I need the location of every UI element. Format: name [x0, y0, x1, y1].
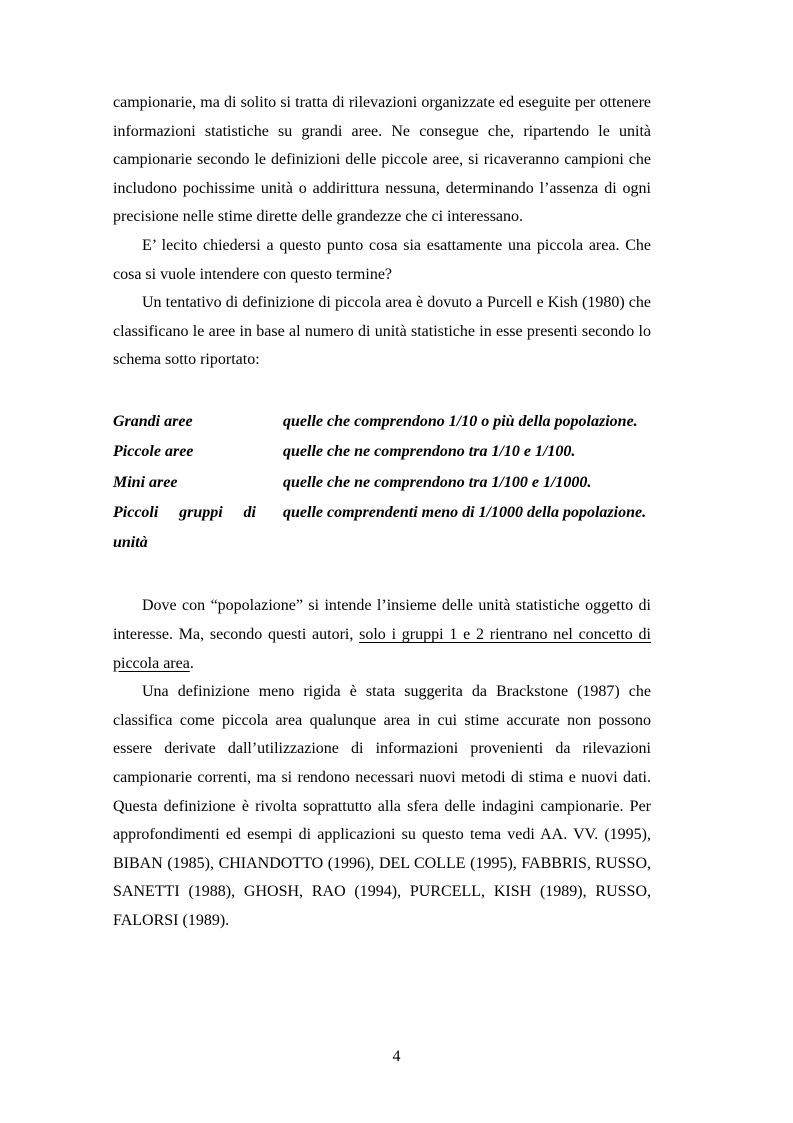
- definition-description: quelle comprendenti meno di 1/1000 della popolazione.: [283, 503, 647, 521]
- definition-term: Mini aree: [113, 473, 178, 491]
- definition-term: Grandi aree: [113, 412, 193, 430]
- paragraph-3: Un tentativo di definizione di piccola area è dovuto a Purcell e Kish (1980) che classificano le aree in base al numero di unità statistiche in esse presenti secondo lo schema sotto riportato:: [113, 294, 651, 369]
- definition-row-piccoli-gruppi: [113, 498, 651, 559]
- paragraph-5: Una definizione meno rigida è stata suggerita da Brackstone (1987) che classifica come piccola area qualunque area in cui stime accurate non possono essere derivate dall’utilizzazione di informazioni provenienti da rilevazioni campionarie correnti, ma si rendono necessari nuovi metodi di stima e nuovi dati. Questa definizione è rivolta soprattutto alla sfera delle indagini campionarie. Per approfondimenti ed esempi di applicazioni su questo tema vedi AA. VV. (1995), BIBAN (1985), CHIANDOTTO (1996), DEL COLLE (1995), FABBRIS, RUSSO, SANETTI (1988), GHOSH, RAO (1994), PURCELL, KISH (1989), RUSSO, FALORSI (1989).: [113, 683, 651, 929]
- definition-description: quelle che ne comprendono tra 1/100 e 1/1000.: [283, 473, 592, 491]
- paragraph-4: [113, 592, 651, 678]
- definition-list: [113, 407, 651, 558]
- definition-row-piccole-aree: [113, 437, 651, 467]
- paragraph-4-start: Dove con “popolazione” si intende l’insieme delle unità statistiche oggetto di interesse. Ma, secondo questi autori,: [113, 597, 651, 644]
- definition-row-grandi-aree: [113, 407, 651, 437]
- definition-description: quelle che comprendono 1/10 o più della popolazione.: [283, 412, 638, 430]
- paragraph-1: campionarie, ma di solito si tratta di rilevazioni organizzate ed eseguite per ottenere informazioni statistiche su grandi aree. Ne consegue che, ripartendo le unità campionarie secondo le definizioni delle piccole aree, si ricaveranno campioni che includono pochissime unità o addirittura nessuna, determinando l’assenza di ogni precisione nelle stime dirette delle grandezze che ci interessano.: [113, 94, 651, 226]
- paragraph-2: E’ lecito chiedersi a questo punto cosa sia esattamente una piccola area. Che cosa si vuole intendere con questo termine?: [113, 236, 651, 283]
- paragraph-4-end: .: [189, 654, 194, 672]
- page-body: [113, 89, 651, 936]
- page-number: 4: [392, 1048, 401, 1065]
- definition-row-mini-aree: [113, 468, 651, 498]
- definition-description: quelle che ne comprendono tra 1/10 e 1/100.: [283, 443, 576, 461]
- definition-term: Piccoli gruppi di unità: [113, 503, 256, 552]
- definition-term: Piccole aree: [113, 443, 194, 461]
- underlined-text: solo i gruppi 1 e 2 rientrano nel concetto di piccola area: [113, 626, 651, 672]
